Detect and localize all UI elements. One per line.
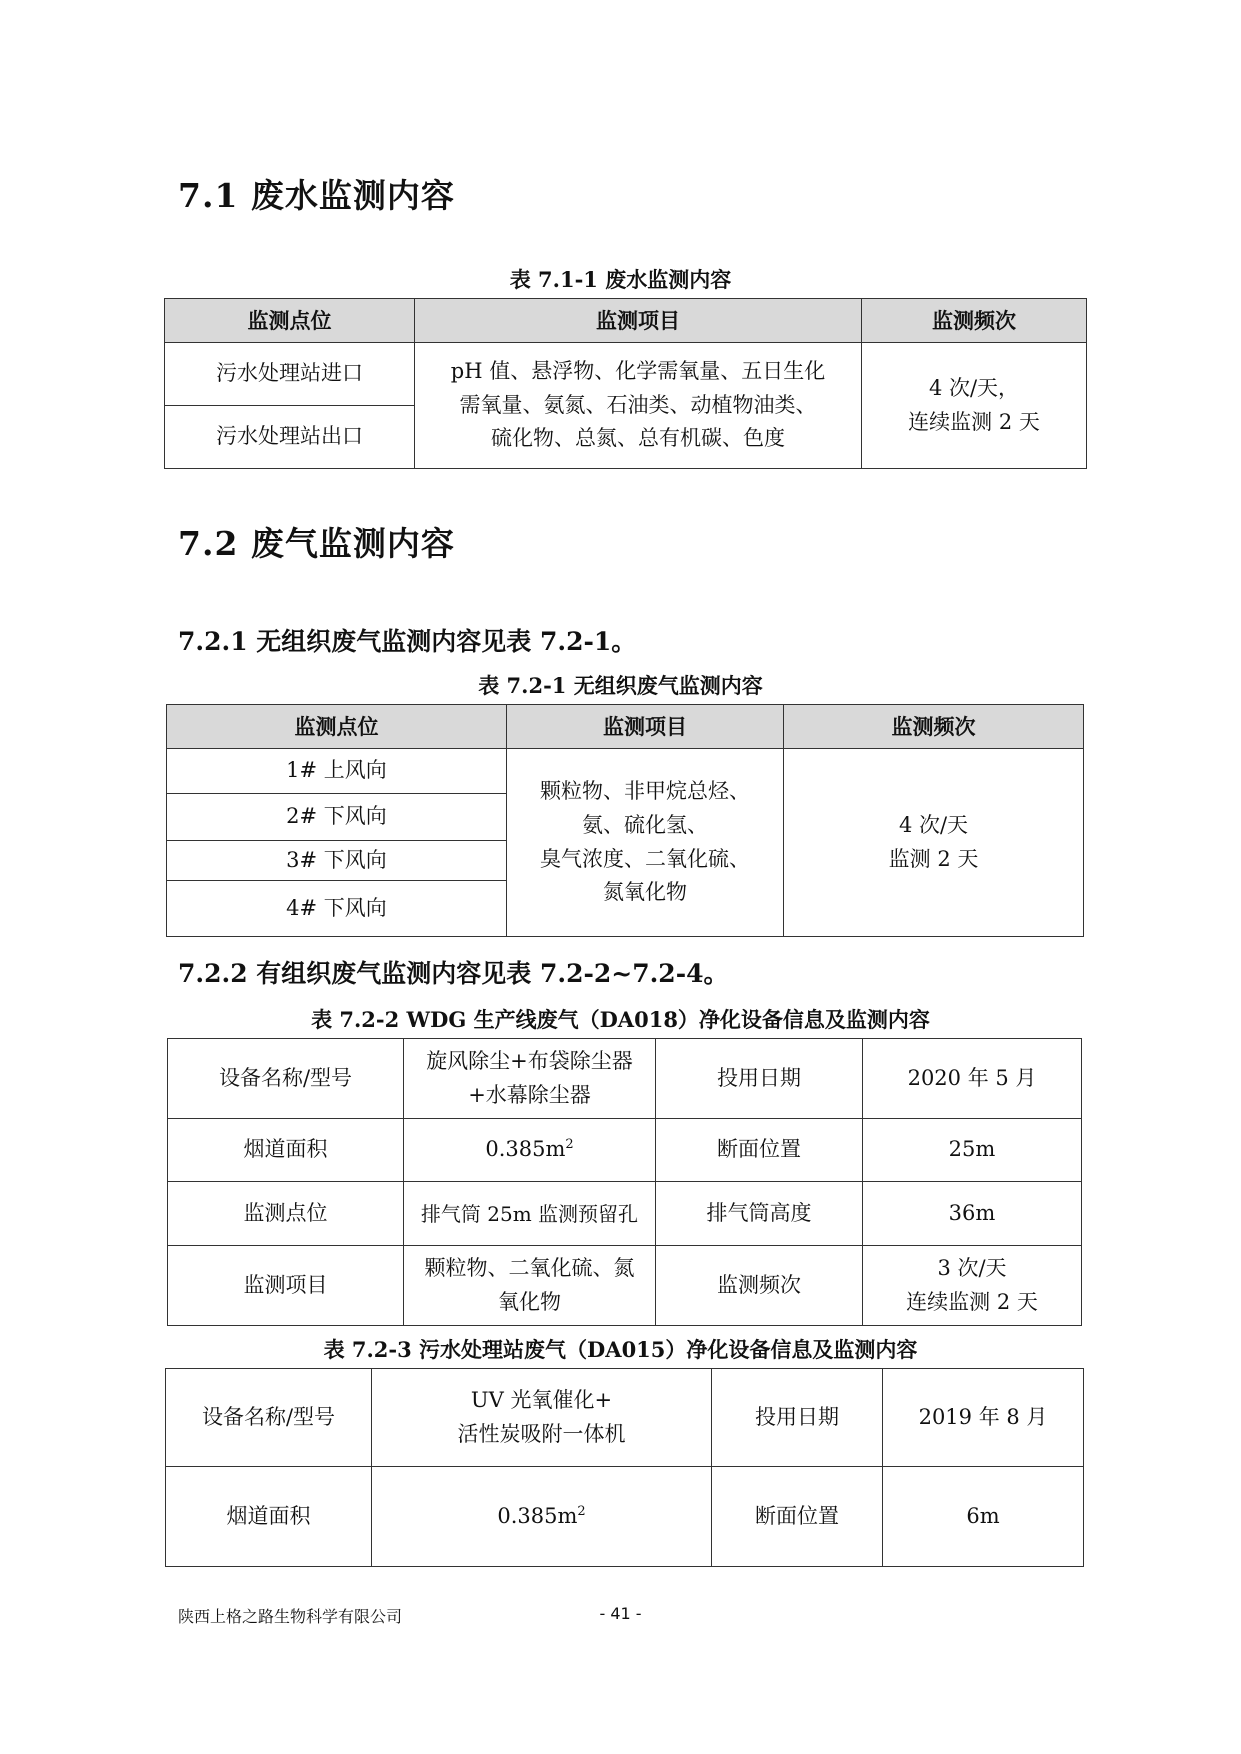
label-cell: 监测项目 bbox=[168, 1246, 404, 1326]
value-cell: 2019 年 8 月 bbox=[883, 1369, 1084, 1467]
superscript: 2 bbox=[577, 1503, 586, 1519]
value-text: 0.385m bbox=[497, 1503, 578, 1528]
table-7-2-3 bbox=[165, 1368, 1084, 1567]
value-cell bbox=[372, 1467, 712, 1567]
footer-company: 陕西上格之路生物科学有限公司 bbox=[178, 1607, 403, 1626]
items-cell bbox=[415, 343, 862, 469]
value-text: 0.385m bbox=[485, 1137, 566, 1162]
table-7-2-2 bbox=[167, 1038, 1082, 1326]
section-7-2-2-heading: 7.2.2 有组织废气监测内容见表 7.2-2~7.2-4。 bbox=[178, 959, 729, 988]
table-7-2-1 bbox=[166, 704, 1084, 937]
value-cell: 6m bbox=[883, 1467, 1084, 1567]
frequency-cell bbox=[862, 343, 1087, 469]
section-7-1-heading: 7.1 废水监测内容 bbox=[178, 176, 455, 215]
label-cell: 投用日期 bbox=[656, 1039, 863, 1119]
value-cell bbox=[404, 1119, 656, 1182]
page-number: - 41 - bbox=[599, 1604, 642, 1623]
value-line: 颗粒物、二氧化硫、氮 bbox=[424, 1255, 635, 1280]
point-cell: 污水处理站出口 bbox=[165, 406, 415, 469]
frequency-line: 4 次/天 bbox=[898, 812, 969, 837]
value-line: 旋风除尘+布袋除尘器 bbox=[426, 1048, 633, 1073]
items-line: pH 值、悬浮物、化学需氧量、五日生化 bbox=[450, 359, 826, 384]
label-cell: 设备名称/型号 bbox=[166, 1369, 372, 1467]
header-frequency: 监测频次 bbox=[862, 299, 1087, 343]
frequency-cell bbox=[784, 749, 1084, 937]
label-cell: 烟道面积 bbox=[168, 1119, 404, 1182]
point-cell: 3# 下风向 bbox=[167, 841, 507, 881]
label-cell: 投用日期 bbox=[712, 1369, 883, 1467]
value-cell bbox=[404, 1039, 656, 1119]
items-line: 氮氧化物 bbox=[603, 880, 687, 905]
value-cell: 排气筒 25m 监测预留孔 bbox=[404, 1182, 656, 1246]
value-cell bbox=[404, 1246, 656, 1326]
section-7-2-heading: 7.2 废气监测内容 bbox=[178, 524, 455, 563]
frequency-line: 连续监测 2 天 bbox=[908, 409, 1040, 434]
value-line: 连续监测 2 天 bbox=[906, 1289, 1038, 1314]
label-cell: 断面位置 bbox=[656, 1119, 863, 1182]
value-cell bbox=[372, 1369, 712, 1467]
value-line: 氧化物 bbox=[498, 1289, 561, 1314]
items-cell bbox=[507, 749, 784, 937]
header-point: 监测点位 bbox=[165, 299, 415, 343]
items-line: 需氧量、氨氮、石油类、动植物油类、 bbox=[459, 392, 817, 417]
value-cell: 2020 年 5 月 bbox=[863, 1039, 1082, 1119]
point-cell: 2# 下风向 bbox=[167, 794, 507, 841]
value-line: 活性炭吸附一体机 bbox=[457, 1421, 626, 1446]
point-cell: 1# 上风向 bbox=[167, 749, 507, 794]
superscript: 2 bbox=[565, 1137, 574, 1153]
frequency-line: 4 次/天， bbox=[928, 375, 1020, 400]
table-7-2-1-caption: 表 7.2-1 无组织废气监测内容 bbox=[478, 673, 763, 698]
label-cell: 断面位置 bbox=[712, 1467, 883, 1567]
value-cell bbox=[863, 1246, 1082, 1326]
section-7-2-1-heading: 7.2.1 无组织废气监测内容见表 7.2-1。 bbox=[178, 627, 637, 656]
label-cell: 监测频次 bbox=[656, 1246, 863, 1326]
items-line: 氨、硫化氢、 bbox=[582, 812, 708, 837]
label-cell: 监测点位 bbox=[168, 1182, 404, 1246]
table-7-2-3-caption: 表 7.2-3 污水处理站废气（DA015）净化设备信息及监测内容 bbox=[323, 1337, 918, 1362]
label-cell: 排气筒高度 bbox=[656, 1182, 863, 1246]
value-cell: 36m bbox=[863, 1182, 1082, 1246]
items-line: 颗粒物、非甲烷总烃、 bbox=[540, 779, 750, 804]
header-items: 监测项目 bbox=[507, 705, 784, 749]
label-cell: 烟道面积 bbox=[166, 1467, 372, 1567]
header-items: 监测项目 bbox=[415, 299, 862, 343]
header-point: 监测点位 bbox=[167, 705, 507, 749]
label-cell: 设备名称/型号 bbox=[168, 1039, 404, 1119]
items-line: 硫化物、总氮、总有机碳、色度 bbox=[491, 426, 785, 451]
point-cell: 污水处理站进口 bbox=[165, 343, 415, 406]
header-frequency: 监测频次 bbox=[784, 705, 1084, 749]
value-line: 3 次/天 bbox=[937, 1255, 1007, 1280]
items-line: 臭气浓度、二氧化硫、 bbox=[540, 846, 750, 871]
table-7-1-1-caption: 表 7.1-1 废水监测内容 bbox=[509, 267, 732, 292]
table-7-1-1 bbox=[164, 298, 1087, 469]
table-7-2-2-caption: 表 7.2-2 WDG 生产线废气（DA018）净化设备信息及监测内容 bbox=[311, 1007, 930, 1032]
value-line: UV 光氧催化+ bbox=[470, 1387, 613, 1412]
value-cell: 25m bbox=[863, 1119, 1082, 1182]
point-cell: 4# 下风向 bbox=[167, 881, 507, 937]
value-line: +水幕除尘器 bbox=[468, 1082, 591, 1107]
frequency-line: 监测 2 天 bbox=[888, 846, 979, 871]
